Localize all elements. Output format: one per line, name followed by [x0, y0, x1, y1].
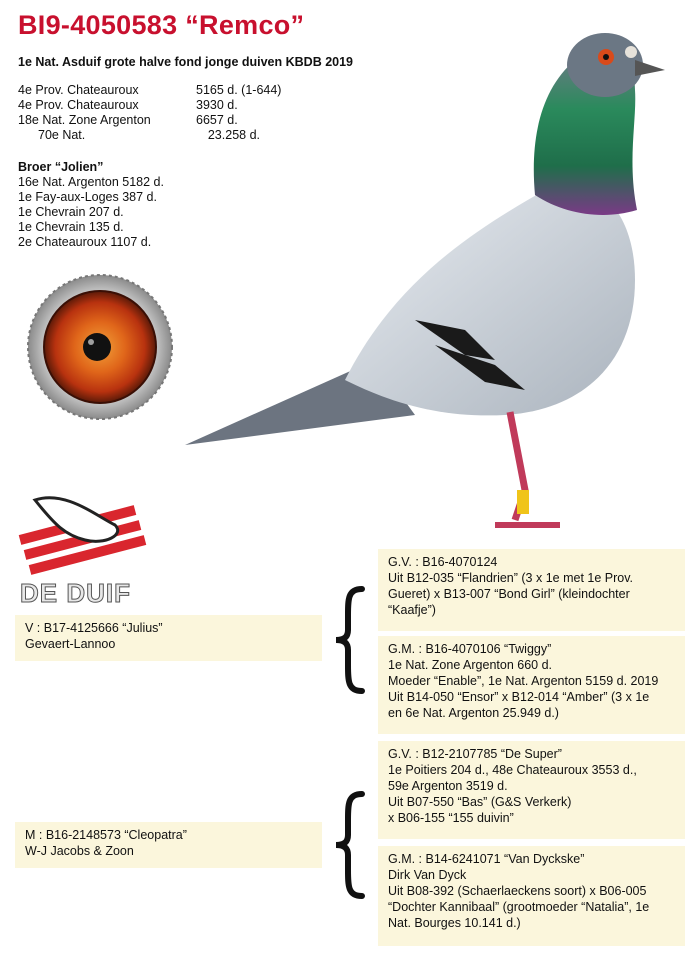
pigeon-photo	[165, 20, 685, 540]
result-distance: 5165 d. (1-644)	[196, 83, 282, 97]
result-place: 70e Nat.	[38, 128, 86, 142]
pedigree-line: G.M. : B16-4070106 “Twiggy”	[388, 642, 552, 656]
result-distance: 3930 d.	[196, 98, 238, 112]
pedigree-line: Moeder “Enable”, 1e Nat. Argenton 5159 d. 2019	[388, 674, 659, 688]
result-distance: 23.258 d.	[207, 128, 260, 142]
pedigree-line: Dirk Van Dyck	[388, 868, 467, 882]
grandfather-paternal-box	[378, 549, 685, 631]
eye-photo	[25, 272, 175, 422]
brother-heading: Broer “Jolien”	[18, 160, 104, 174]
mother-box	[15, 822, 322, 868]
brother-line: 2e Chateauroux 1107 d.	[18, 235, 152, 249]
brace-icon	[330, 790, 370, 900]
father-breeder: Gevaert-Lannoo	[25, 637, 116, 651]
page-title: BI9-4050583 “Remco”	[18, 10, 305, 40]
grandfather-maternal-box	[378, 741, 685, 839]
pedigree-line: Uit B12-035 “Flandrien” (3 x 1e met 1e Prov.	[388, 571, 634, 585]
pedigree-line: G.V. : B12-2107785 “De Super”	[388, 747, 562, 761]
mother-ring: M : B16-2148573 “Cleopatra”	[25, 828, 187, 842]
pedigree-line: Uit B14-050 “Ensor” x B12-014 “Amber” (3 x 1e	[388, 690, 650, 704]
grandmother-paternal-box	[378, 636, 685, 734]
pedigree-line: Uit B08-392 (Schaerlaeckens soort) x B06-005	[388, 884, 647, 898]
brother-line: 16e Nat. Argenton 5182 d.	[18, 175, 164, 189]
brace-icon	[330, 585, 370, 695]
brother-line: 1e Chevrain 135 d.	[18, 220, 124, 234]
brother-line: 1e Chevrain 207 d.	[18, 205, 124, 219]
father-box	[15, 615, 322, 661]
de-duif-logo-icon	[15, 485, 150, 580]
pedigree-line: “Dochter Kannibaal” (grootmoeder “Natalia”, 1e	[388, 900, 650, 914]
brother-line: 1e Fay-aux-Loges 387 d.	[18, 190, 157, 204]
pedigree-line: 59e Argenton 3519 d.	[388, 779, 508, 793]
father-ring: V : B17-4125666 “Julius”	[25, 621, 163, 635]
achievement-subtitle: 1e Nat. Asduif grote halve fond jonge duiven KBDB 2019	[18, 55, 354, 69]
pedigree-line: “Kaafje”)	[388, 603, 436, 617]
pedigree-line: G.M. : B14-6241071 “Van Dyckske”	[388, 852, 585, 866]
pedigree-line: Nat. Bourges 10.141 d.)	[388, 916, 521, 930]
pedigree-line: 1e Nat. Zone Argenton 660 d.	[388, 658, 553, 672]
result-distance: 6657 d.	[196, 113, 238, 127]
result-place: 18e Nat. Zone Argenton	[18, 113, 151, 127]
logo-text: DE DUIF	[20, 578, 131, 608]
pedigree-line: x B06-155 “155 duivin”	[388, 811, 514, 825]
pedigree-line: en 6e Nat. Argenton 25.949 d.)	[388, 706, 559, 720]
pedigree-line: Uit B07-550 “Bas” (G&S Verkerk)	[388, 795, 572, 809]
brother-section	[18, 160, 164, 250]
grandmother-maternal-box	[378, 846, 685, 946]
mother-breeder: W-J Jacobs & Zoon	[25, 844, 134, 858]
pedigree-line: Gueret) x B13-007 “Bond Girl” (kleindochter	[388, 587, 630, 601]
pedigree-line: 1e Poitiers 204 d., 48e Chateauroux 3553 d.,	[388, 763, 637, 777]
result-place: 4e Prov. Chateauroux	[18, 98, 139, 112]
pedigree-line: G.V. : B16-4070124	[388, 555, 498, 569]
result-place: 4e Prov. Chateauroux	[18, 83, 139, 97]
